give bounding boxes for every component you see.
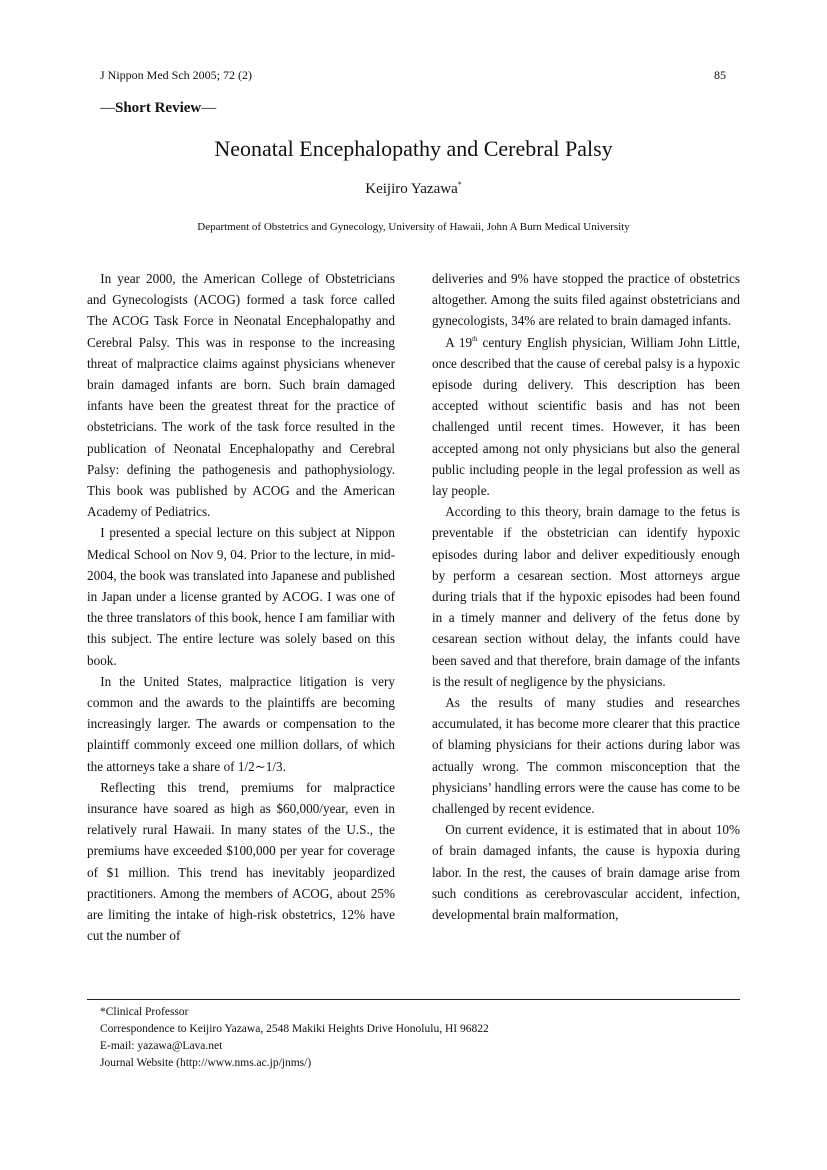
paragraph-continuation: deliveries and 9% have stopped the practice of obstetrics altogether. Among the suits filed against obstetricians and gynecologists, 34% are related to brain damaged infants.: [432, 271, 740, 329]
paragraph: Reflecting this trend, premiums for malpractice insurance have soared as high as $60,000/year, even in relatively rural Hawaii. In many states of the U.S., the premiums have exceeded $100,000 per year for coverage of $1 million. This trend has inevitably jeopardized practitioners. Among the members of ACOG, about 25% are limiting the intake of high-risk obstetrics, 12% have cut the number of: [87, 779, 395, 944]
footnote-correspondence: Correspondence to Keijiro Yazawa, 2548 Makiki Heights Drive Honolulu, HI 96822: [100, 1023, 489, 1035]
paragraph: I presented a special lecture on this subject at Nippon Medical School on Nov 9, 04. Prior to the lecture, in mid-2004, the book was translated into Japanese and published in Japan under a license granted by ACOG. I was one of the three translators of this book, hence I am familiar with this subject. The entire lecture was solely based on this book.: [87, 525, 396, 668]
journal-citation: J Nippon Med Sch 2005; 72 (2): [100, 68, 252, 82]
left-column: [87, 268, 395, 947]
paragraph: According to this theory, brain damage to the fetus is preventable if the obstetrician can identify hypoxic episodes during labor and deliver expeditiously enough by perform a cesarean section. Most attorneys argue during trials that if the hypoxic episodes had been found in a timely manner and delivery of the fetus done by cesarean section without delay, the infants could have been saved and that therefore, brain damage of the infants is the result of negligence by the physicians.: [432, 504, 740, 689]
paragraph: On current evidence, it is estimated that in about 10% of brain damaged infants, the cause is hypoxia during labor. In the rest, the causes of brain damage arise from such conditions as cerebrovascular accident, infection, developmental brain malformation,: [432, 822, 740, 923]
page-number: 85: [714, 68, 726, 82]
footnotes: [100, 1004, 489, 1072]
footnote-email: E-mail: yazawa@Lava.net: [100, 1040, 223, 1052]
author-name: Keijiro Yazawa: [365, 181, 458, 197]
right-column: [432, 268, 740, 925]
article-title: Neonatal Encephalopathy and Cerebral Palsy: [214, 136, 613, 161]
footnote-affiliation-note: *Clinical Professor: [100, 1006, 189, 1018]
paragraph: As the results of many studies and researches accumulated, it has become more clearer that this practice of blaming physicians for their actions during labor was actually wrong. The common misconception that the physicians’ handling errors were the cause has come to be challenged by recent evidence.: [432, 695, 740, 817]
ordinal-superscript: th: [472, 334, 478, 343]
footnote-divider: [87, 999, 740, 1000]
paragraph: In year 2000, the American College of Obstetricians and Gynecologists (ACOG) formed a task force called The ACOG Task Force in Neonatal Encephalopathy and Cerebral Palsy. This was in response to the increasing threat of malpractice claims against physicians whenever brain damaged infants are born. Such brain damaged infants have been the greatest threat for the practice of obstetricians. The work of the task force resulted in the publication of Neonatal Encephalopathy and Cerebral Palsy: defining the pathogenesis and pathophysiology. This book was published by ACOG and the American Academy of Pediatrics.: [87, 271, 395, 520]
author-line: [0, 180, 827, 198]
section-label-text: Short Review: [115, 100, 202, 116]
paragraph: [432, 332, 740, 502]
text-run: century English physician, William John Little, once described that the cause of cerebal palsy is a hypoxic episode during delivery. This description has been accepted without scientific basis and has not been challenged until recent times. However, it has been accepted among not only physicians but also the general public including people in the legal profession as well as lay people.: [432, 334, 741, 499]
text-run: A 19: [445, 334, 473, 350]
section-label: —Short Review—: [100, 100, 217, 116]
author-footnote-mark: *: [457, 180, 462, 189]
affiliation: Department of Obstetrics and Gynecology, University of Hawaii, John A Burn Medical University: [197, 221, 630, 233]
paragraph: In the United States, malpractice litigation is very common and the awards to the plaintiffs are becoming increasingly larger. The awards or compensation to the plaintiff commonly exceed one million dollars, of which the attorneys take a share of 1/2∼1/3.: [87, 673, 395, 774]
footnote-website: Journal Website (http://www.nms.ac.jp/jnms/): [100, 1057, 312, 1069]
